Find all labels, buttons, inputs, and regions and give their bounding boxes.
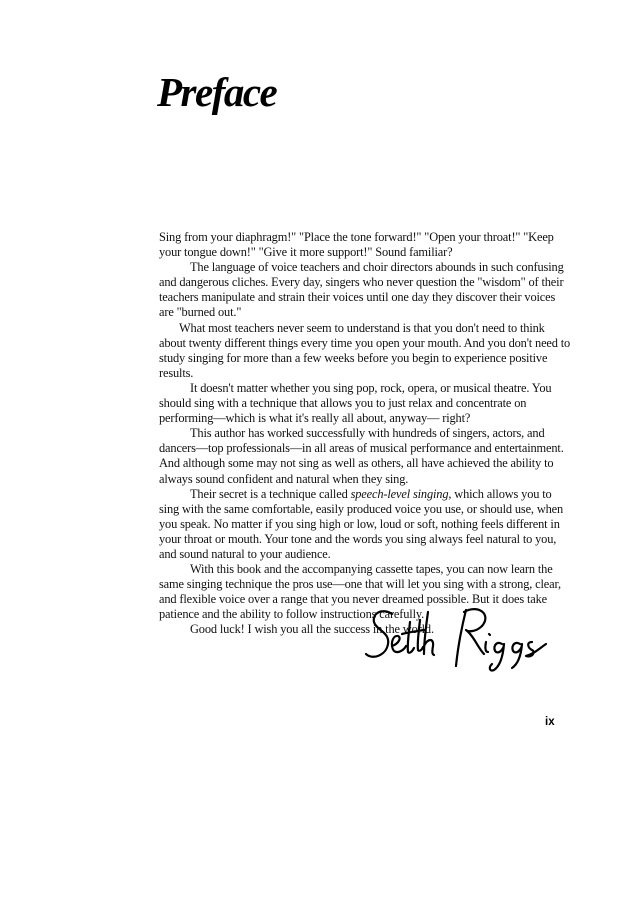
paragraph-1: Sing from your diaphragm!" "Place the tone forward!" "Open your throat!" "Keep your tongue down!" "Give it more support!" Sound familiar? — [159, 230, 554, 260]
paragraph-3: What most teachers never seem to understand is that you don't need to think about twenty different things every time you open your mouth. And you don't need to study singing for more than a few weeks before you begin to experience positive results. — [159, 320, 571, 380]
page-title: Preface — [157, 69, 277, 115]
paragraph-5: This author has worked successfully with hundreds of singers, actors, and dancers—top professionals—in all areas of musical performance and entertainment. And although some may not sing as well as others, all have achieved the ability to always sound confident and natural when they sing. — [159, 426, 564, 486]
speech-level-singing-emphasis: speech-level singing, — [350, 486, 452, 501]
paragraph-2: The language of voice teachers and choir directors abounds in such confusing and dangerous cliches. Every day, singers who never question the "wisdom" of their teachers manipulate and strain their voices until one day they discover their voices are "burned out." — [159, 260, 564, 320]
author-signature — [362, 602, 552, 672]
paragraph-6-start: Their secret is a technique called — [190, 486, 351, 501]
paragraph-8: Good luck! I wish you all the success in the world. — [190, 622, 434, 637]
paragraph-4: It doesn't matter whether you sing pop, rock, opera, or musical theatre. You should sing with a technique that allows you to just relax and concentrate on performing—which is what it's really all about, anyway— right? — [159, 380, 552, 426]
paragraph-6-end: which allows you to sing with the same comfortable, easily produced voice you use, or should use, when you speak. No matter if you sing high or low, loud or soft, nothing feels different in your throat or mouth. Your tone and the words you sing always feel natural to you, and sound natural to your audience. — [159, 486, 564, 561]
preface-body — [159, 230, 571, 638]
paragraph-7: With this book and the accompanying cassette tapes, you can now learn the same singing technique the pros use—one that will let you sing with a strong, clear, and flexible voice over a range that you never dreamed possible. But it does take patience and the ability to follow instructions carefully. — [159, 562, 561, 622]
page-number: ix — [545, 716, 555, 728]
paragraph-6 — [159, 487, 571, 562]
